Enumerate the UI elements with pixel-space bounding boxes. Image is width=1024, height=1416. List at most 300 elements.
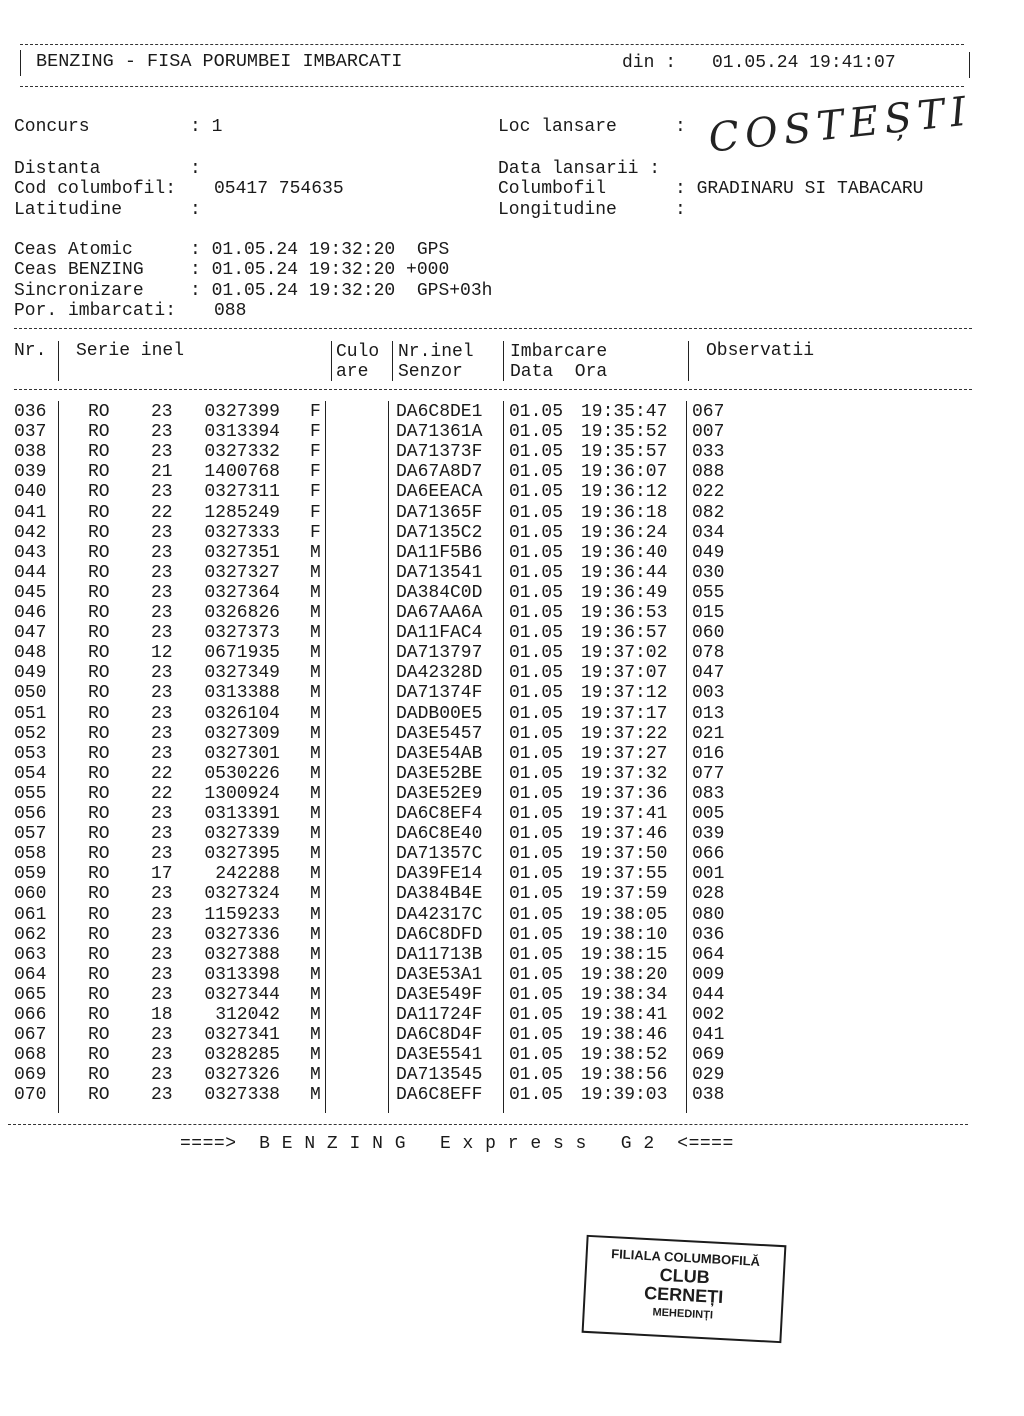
row-number: 065 [14, 984, 47, 1005]
row-sensor-id: DA11713B [396, 944, 483, 965]
row-ring-number: 0530226 [204, 763, 280, 784]
din-label: din : [622, 53, 677, 73]
row-sex: M [310, 763, 321, 784]
row-date: 01.05 [509, 422, 564, 443]
concurs-value: : 1 [190, 117, 223, 137]
row-year: 17 [151, 864, 173, 885]
row-number: 048 [14, 643, 47, 664]
row-year: 23 [151, 844, 173, 865]
table-row [0, 523, 1024, 543]
row-time: 19:35:47 [581, 402, 668, 422]
row-time: 19:36:53 [581, 603, 668, 623]
row-sex: M [310, 623, 321, 644]
sincronizare-label: Sincronizare [14, 281, 144, 301]
row-country: RO [88, 422, 110, 443]
row-sex: M [310, 1045, 321, 1066]
row-year: 23 [151, 1065, 173, 1086]
row-sensor-id: DA3E5541 [396, 1045, 483, 1066]
row-year: 23 [151, 924, 173, 945]
row-sensor-id: DA3E549F [396, 984, 483, 1005]
row-sex: M [310, 1025, 321, 1046]
row-date: 01.05 [509, 1065, 564, 1086]
row-ring-number: 0327333 [204, 522, 280, 543]
table-header-bottom-border [14, 389, 972, 390]
row-sensor-id: DA71361A [396, 422, 483, 443]
row-sensor-id: DA713541 [396, 562, 483, 583]
row-observatii: 015 [692, 603, 725, 623]
row-ring-number: 242288 [215, 864, 280, 885]
row-ring-number: 0313398 [204, 964, 280, 985]
row-country: RO [88, 603, 110, 623]
col-header-nr: Nr. [14, 341, 47, 361]
row-number: 038 [14, 442, 47, 463]
row-time: 19:37:59 [581, 884, 668, 905]
row-country: RO [88, 1085, 110, 1106]
row-year: 23 [151, 1085, 173, 1106]
col-header-imbarcare-1: Imbarcare [510, 342, 608, 362]
table-row [0, 683, 1024, 703]
table-row [0, 543, 1024, 563]
row-observatii: 002 [692, 1005, 725, 1025]
row-country: RO [88, 944, 110, 965]
row-date: 01.05 [509, 442, 564, 463]
row-number: 043 [14, 542, 47, 563]
row-date: 01.05 [509, 522, 564, 543]
row-country: RO [88, 683, 110, 704]
row-year: 23 [151, 442, 173, 463]
row-date: 01.05 [509, 643, 564, 664]
col-header-culoare-2: are [336, 362, 369, 382]
table-row [0, 442, 1024, 462]
row-time: 19:37:22 [581, 723, 668, 744]
row-number: 057 [14, 824, 47, 845]
row-ring-number: 0326104 [204, 703, 280, 724]
row-observatii: 047 [692, 663, 725, 684]
row-number: 068 [14, 1045, 47, 1066]
table-row [0, 623, 1024, 643]
row-country: RO [88, 904, 110, 925]
row-year: 23 [151, 422, 173, 443]
row-date: 01.05 [509, 944, 564, 965]
ceas-benzing-label: Ceas BENZING [14, 260, 144, 280]
header-sep-nrinel [392, 341, 393, 381]
row-observatii: 009 [692, 964, 725, 985]
table-row [0, 1025, 1024, 1045]
col-header-culoare-1: Culo [336, 342, 380, 362]
latitudine-label: Latitudine [14, 200, 123, 220]
loc-lansare-label: Loc lansare [498, 117, 617, 137]
row-country: RO [88, 542, 110, 563]
table-row [0, 884, 1024, 904]
row-ring-number: 0671935 [204, 643, 280, 664]
header-bottom-border [20, 86, 964, 87]
table-row [0, 663, 1024, 683]
row-country: RO [88, 462, 110, 483]
row-observatii: 038 [692, 1085, 725, 1106]
row-year: 18 [151, 1005, 173, 1025]
row-time: 19:36:40 [581, 542, 668, 563]
row-number: 064 [14, 964, 47, 985]
table-row [0, 1085, 1024, 1105]
row-country: RO [88, 1025, 110, 1046]
row-sex: F [310, 442, 321, 463]
table-row [0, 583, 1024, 603]
row-sensor-id: DA11F5B6 [396, 542, 483, 563]
row-sex: M [310, 884, 321, 905]
row-date: 01.05 [509, 482, 564, 503]
row-year: 23 [151, 964, 173, 985]
row-sensor-id: DA384C0D [396, 582, 483, 603]
row-sex: F [310, 462, 321, 483]
row-observatii: 077 [692, 763, 725, 784]
sincronizare-value: : 01.05.24 19:32:20 GPS+03h [190, 281, 493, 301]
stamp-line-1: FILIALA COLUMBOFILĂ [610, 1246, 761, 1269]
row-number: 039 [14, 462, 47, 483]
table-row [0, 724, 1024, 744]
distanta-value: : [190, 159, 201, 179]
por-imbarcati-label: Por. imbarcati: [14, 301, 177, 321]
row-ring-number: 0327339 [204, 824, 280, 845]
row-ring-number: 1300924 [204, 783, 280, 804]
row-sensor-id: DA6C8E40 [396, 824, 483, 845]
table-row [0, 864, 1024, 884]
row-sensor-id: DA6EEACA [396, 482, 483, 503]
columbofil-label: Columbofil [498, 179, 607, 199]
row-sensor-id: DA3E53A1 [396, 964, 483, 985]
row-observatii: 001 [692, 864, 725, 885]
row-sex: M [310, 864, 321, 885]
cod-columbofil-value: 05417 754635 [214, 179, 344, 199]
row-ring-number: 0327338 [204, 1085, 280, 1106]
row-sensor-id: DA3E52BE [396, 763, 483, 784]
row-year: 23 [151, 884, 173, 905]
row-time: 19:36:57 [581, 623, 668, 644]
table-row [0, 844, 1024, 864]
row-ring-number: 0327344 [204, 984, 280, 1005]
header-top-border [20, 44, 964, 45]
row-year: 23 [151, 603, 173, 623]
row-date: 01.05 [509, 984, 564, 1005]
row-year: 23 [151, 663, 173, 684]
row-date: 01.05 [509, 582, 564, 603]
table-row [0, 482, 1024, 502]
row-number: 069 [14, 1065, 47, 1086]
row-sex: M [310, 824, 321, 845]
table-row [0, 462, 1024, 482]
row-time: 19:37:27 [581, 743, 668, 764]
row-country: RO [88, 442, 110, 463]
loc-lansare-colon: : [675, 117, 686, 137]
row-time: 19:37:41 [581, 804, 668, 824]
row-number: 049 [14, 663, 47, 684]
row-observatii: 044 [692, 984, 725, 1005]
row-number: 037 [14, 422, 47, 443]
row-number: 058 [14, 844, 47, 865]
row-sensor-id: DADB00E5 [396, 703, 483, 724]
row-observatii: 041 [692, 1025, 725, 1046]
row-sensor-id: DA384B4E [396, 884, 483, 905]
row-country: RO [88, 884, 110, 905]
row-country: RO [88, 522, 110, 543]
row-ring-number: 0327388 [204, 944, 280, 965]
row-observatii: 060 [692, 623, 725, 644]
row-sex: F [310, 482, 321, 503]
table-row [0, 905, 1024, 925]
row-country: RO [88, 1005, 110, 1025]
row-sensor-id: DA11FAC4 [396, 623, 483, 644]
row-sex: M [310, 844, 321, 865]
row-year: 22 [151, 502, 173, 523]
row-time: 19:38:20 [581, 964, 668, 985]
row-time: 19:37:07 [581, 663, 668, 684]
row-date: 01.05 [509, 763, 564, 784]
row-observatii: 082 [692, 502, 725, 523]
row-number: 036 [14, 402, 47, 422]
row-observatii: 021 [692, 723, 725, 744]
row-sex: M [310, 924, 321, 945]
row-time: 19:36:49 [581, 582, 668, 603]
row-sensor-id: DA6C8DE1 [396, 402, 483, 422]
row-number: 053 [14, 743, 47, 764]
table-row [0, 804, 1024, 824]
header-left-border [20, 50, 21, 76]
table-row [0, 764, 1024, 784]
row-ring-number: 0313388 [204, 683, 280, 704]
header-sep-imbarcare [503, 341, 504, 381]
row-sex: M [310, 542, 321, 563]
row-sensor-id: DA71357C [396, 844, 483, 865]
row-number: 050 [14, 683, 47, 704]
row-sex: M [310, 804, 321, 824]
col-header-serie: Serie inel [76, 341, 185, 361]
row-country: RO [88, 984, 110, 1005]
row-date: 01.05 [509, 864, 564, 885]
latitudine-value: : [190, 200, 201, 220]
row-observatii: 028 [692, 884, 725, 905]
row-sensor-id: DA67A8D7 [396, 462, 483, 483]
row-number: 044 [14, 562, 47, 583]
row-year: 21 [151, 462, 173, 483]
row-sensor-id: DA42317C [396, 904, 483, 925]
row-observatii: 033 [692, 442, 725, 463]
row-sex: F [310, 402, 321, 422]
row-date: 01.05 [509, 924, 564, 945]
row-date: 01.05 [509, 402, 564, 422]
row-sex: F [310, 522, 321, 543]
row-observatii: 078 [692, 643, 725, 664]
row-ring-number: 1400768 [204, 462, 280, 483]
row-sensor-id: DA713797 [396, 643, 483, 664]
row-sensor-id: DA7135C2 [396, 522, 483, 543]
din-value: 01.05.24 19:41:07 [712, 53, 896, 73]
stamp-line-2: CLUB [659, 1264, 711, 1288]
row-number: 051 [14, 703, 47, 724]
row-country: RO [88, 804, 110, 824]
row-year: 23 [151, 542, 173, 563]
row-observatii: 036 [692, 924, 725, 945]
row-date: 01.05 [509, 542, 564, 563]
row-number: 067 [14, 1025, 47, 1046]
table-row [0, 985, 1024, 1005]
row-number: 052 [14, 723, 47, 744]
row-year: 23 [151, 582, 173, 603]
row-year: 23 [151, 623, 173, 644]
row-sensor-id: DA71374F [396, 683, 483, 704]
row-year: 23 [151, 743, 173, 764]
table-top-border [14, 328, 972, 329]
row-sex: M [310, 1065, 321, 1086]
row-country: RO [88, 402, 110, 422]
row-number: 070 [14, 1085, 47, 1106]
row-time: 19:39:03 [581, 1085, 668, 1106]
stamp-line-4: MEHEDINȚI [652, 1306, 714, 1322]
row-number: 046 [14, 603, 47, 623]
row-observatii: 029 [692, 1065, 725, 1086]
longitudine-label: Longitudine [498, 200, 617, 220]
table-row [0, 945, 1024, 965]
row-year: 23 [151, 944, 173, 965]
row-year: 23 [151, 522, 173, 543]
row-time: 19:36:18 [581, 502, 668, 523]
row-ring-number: 1285249 [204, 502, 280, 523]
row-number: 060 [14, 884, 47, 905]
row-ring-number: 0327311 [204, 482, 280, 503]
row-number: 056 [14, 804, 47, 824]
row-observatii: 049 [692, 542, 725, 563]
row-time: 19:37:46 [581, 824, 668, 845]
row-sensor-id: DA11724F [396, 1005, 483, 1025]
row-time: 19:38:41 [581, 1005, 668, 1025]
row-country: RO [88, 964, 110, 985]
row-time: 19:37:02 [581, 643, 668, 664]
row-number: 055 [14, 783, 47, 804]
row-country: RO [88, 1065, 110, 1086]
row-year: 23 [151, 402, 173, 422]
row-number: 059 [14, 864, 47, 885]
row-time: 19:35:57 [581, 442, 668, 463]
row-ring-number: 0313394 [204, 422, 280, 443]
row-ring-number: 0327326 [204, 1065, 280, 1086]
row-date: 01.05 [509, 904, 564, 925]
table-row [0, 965, 1024, 985]
row-observatii: 080 [692, 904, 725, 925]
row-sex: M [310, 1085, 321, 1106]
row-ring-number: 0313391 [204, 804, 280, 824]
row-sensor-id: DA713545 [396, 1065, 483, 1086]
row-date: 01.05 [509, 703, 564, 724]
row-date: 01.05 [509, 723, 564, 744]
row-date: 01.05 [509, 964, 564, 985]
row-ring-number: 0327327 [204, 562, 280, 583]
row-year: 23 [151, 562, 173, 583]
col-header-imbarcare-2: Data Ora [510, 362, 608, 382]
row-observatii: 013 [692, 703, 725, 724]
row-country: RO [88, 502, 110, 523]
row-number: 062 [14, 924, 47, 945]
table-row [0, 704, 1024, 724]
row-country: RO [88, 623, 110, 644]
row-date: 01.05 [509, 502, 564, 523]
row-sex: M [310, 743, 321, 764]
row-sex: M [310, 643, 321, 664]
row-observatii: 039 [692, 824, 725, 845]
table-bottom-border [8, 1124, 968, 1125]
table-row [0, 744, 1024, 764]
row-sex: M [310, 904, 321, 925]
row-observatii: 088 [692, 462, 725, 483]
row-country: RO [88, 763, 110, 784]
row-date: 01.05 [509, 1025, 564, 1046]
row-sensor-id: DA3E5457 [396, 723, 483, 744]
row-date: 01.05 [509, 1005, 564, 1025]
por-imbarcati-value: 088 [214, 301, 247, 321]
row-sensor-id: DA39FE14 [396, 864, 483, 885]
footer-banner: ====> B E N Z I N G E x p r e s s G 2 <==== [180, 1134, 734, 1154]
row-country: RO [88, 783, 110, 804]
row-year: 23 [151, 683, 173, 704]
row-country: RO [88, 924, 110, 945]
row-sex: M [310, 683, 321, 704]
row-sex: F [310, 502, 321, 523]
ceas-atomic-label: Ceas Atomic [14, 240, 133, 260]
distanta-label: Distanta [14, 159, 101, 179]
table-row [0, 603, 1024, 623]
row-country: RO [88, 723, 110, 744]
row-year: 23 [151, 804, 173, 824]
row-number: 040 [14, 482, 47, 503]
table-row [0, 402, 1024, 422]
row-year: 23 [151, 1025, 173, 1046]
row-observatii: 003 [692, 683, 725, 704]
row-observatii: 016 [692, 743, 725, 764]
row-time: 19:36:07 [581, 462, 668, 483]
row-sensor-id: DA71373F [396, 442, 483, 463]
row-observatii: 022 [692, 482, 725, 503]
row-ring-number: 0327351 [204, 542, 280, 563]
cod-columbofil-label: Cod columbofil: [14, 179, 177, 199]
row-year: 23 [151, 1045, 173, 1066]
header-sep-culoare [331, 341, 332, 381]
row-time: 19:37:36 [581, 783, 668, 804]
row-country: RO [88, 824, 110, 845]
row-country: RO [88, 582, 110, 603]
data-lansarii-label: Data lansarii : [498, 159, 661, 179]
document-title: BENZING - FISA PORUMBEI IMBARCATI [36, 51, 403, 72]
row-time: 19:36:12 [581, 482, 668, 503]
row-sensor-id: DA6C8D4F [396, 1025, 483, 1046]
row-sensor-id: DA6C8EFF [396, 1085, 483, 1106]
row-ring-number: 1159233 [204, 904, 280, 925]
row-time: 19:37:17 [581, 703, 668, 724]
row-time: 19:38:52 [581, 1045, 668, 1066]
row-time: 19:36:44 [581, 562, 668, 583]
row-sensor-id: DA6C8EF4 [396, 804, 483, 824]
row-number: 041 [14, 502, 47, 523]
row-sensor-id: DA71365F [396, 502, 483, 523]
row-number: 063 [14, 944, 47, 965]
row-date: 01.05 [509, 1085, 564, 1106]
row-observatii: 005 [692, 804, 725, 824]
col-header-observatii: Observatii [706, 341, 815, 361]
row-year: 23 [151, 824, 173, 845]
row-number: 061 [14, 904, 47, 925]
row-time: 19:38:34 [581, 984, 668, 1005]
row-country: RO [88, 562, 110, 583]
row-year: 23 [151, 482, 173, 503]
row-observatii: 064 [692, 944, 725, 965]
table-row [0, 1005, 1024, 1025]
stamp-line-3: CERNEȚI [643, 1282, 724, 1308]
